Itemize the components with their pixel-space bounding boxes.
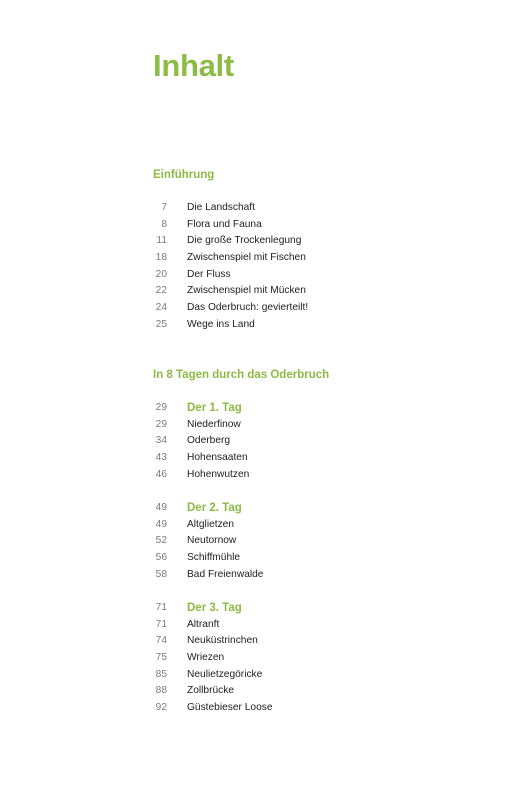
toc-entry[interactable]: [0, 550, 512, 567]
entry-label: Niederfinow: [187, 418, 241, 430]
entry-label: Altglietzen: [187, 518, 235, 530]
toc-entry[interactable]: [0, 283, 512, 300]
page-number: 49: [155, 518, 167, 530]
entry-label: Neutornow: [187, 535, 237, 547]
toc-entry[interactable]: [0, 533, 512, 550]
page-number: 71: [155, 602, 167, 613]
entry-label: Wriezen: [187, 652, 225, 664]
day-3-toc-list: [0, 600, 512, 717]
day-label: Der 2. Tag: [187, 502, 242, 514]
day-heading-entry[interactable]: [0, 400, 512, 417]
page-number: 24: [155, 302, 167, 314]
entry-label: Flora und Fauna: [187, 218, 262, 230]
page-number: 46: [155, 468, 167, 480]
entry-label: Oderberg: [187, 435, 231, 447]
toc-entry[interactable]: [0, 700, 512, 717]
day-heading-entry[interactable]: [0, 600, 512, 617]
page-number: 75: [155, 652, 167, 664]
page-number: 7: [161, 202, 167, 213]
entry-label: Hohenwutzen: [187, 468, 250, 480]
entry-label: Zwischenspiel mit Fischen: [187, 252, 306, 264]
entry-label: Hohensaaten: [187, 452, 248, 464]
toc-entry[interactable]: [0, 683, 512, 700]
page-number: 22: [155, 285, 167, 297]
toc-entry[interactable]: [0, 233, 512, 250]
section-heading-intro: Einführung: [153, 169, 215, 181]
toc-entry[interactable]: [0, 217, 512, 234]
toc-entry[interactable]: [0, 200, 512, 217]
entry-label: Zwischenspiel mit Mücken: [187, 285, 306, 297]
page-number: 71: [155, 618, 167, 630]
toc-entry[interactable]: [0, 317, 512, 334]
page-number: 8: [161, 218, 167, 230]
toc-entry[interactable]: [0, 517, 512, 534]
page-number: 34: [155, 435, 167, 447]
page-number: 29: [155, 402, 167, 413]
page-number: 92: [155, 702, 167, 714]
page-number: 58: [155, 568, 167, 580]
page-number: 25: [155, 318, 167, 330]
toc-entry[interactable]: [0, 450, 512, 467]
day-label: Der 1. Tag: [187, 402, 242, 414]
page-number: 18: [155, 252, 167, 264]
entry-label: Altranft: [187, 618, 220, 630]
toc-entry[interactable]: [0, 633, 512, 650]
day-label: Der 3. Tag: [187, 602, 242, 614]
toc-entry[interactable]: [0, 267, 512, 284]
entry-label: Die große Trockenlegung: [187, 235, 302, 247]
page-number: 49: [155, 502, 167, 513]
day-heading-entry[interactable]: [0, 500, 512, 517]
toc-entry[interactable]: [0, 650, 512, 667]
entry-label: Neuküstrinchen: [187, 635, 258, 647]
page-title: Inhalt: [153, 48, 234, 83]
entry-label: Wege ins Land: [187, 318, 255, 330]
page-number: 29: [155, 418, 167, 430]
entry-label: Bad Freienwalde: [187, 568, 264, 580]
page-number: 74: [155, 635, 167, 647]
page-number: 85: [155, 668, 167, 680]
page-number: 88: [155, 685, 167, 697]
toc-entry[interactable]: [0, 617, 512, 634]
page-number: 56: [155, 552, 167, 564]
day-2-toc-list: [0, 500, 512, 583]
entry-label: Die Landschaft: [187, 202, 255, 213]
entry-label: Der Fluss: [187, 268, 231, 280]
page-number: 11: [156, 235, 167, 247]
intro-toc-list: [0, 200, 512, 334]
page-number: 20: [155, 268, 167, 280]
toc-entry[interactable]: [0, 467, 512, 484]
page-number: 43: [155, 452, 167, 464]
page-number: 52: [155, 535, 167, 547]
toc-entry[interactable]: [0, 417, 512, 434]
toc-entry[interactable]: [0, 667, 512, 684]
entry-label: Das Oderbruch: gevierteilt!: [187, 302, 309, 314]
day-1-toc-list: [0, 400, 512, 483]
entry-label: Neulietzegöricke: [187, 668, 263, 680]
entry-label: Güstebieser Loose: [187, 702, 273, 714]
toc-entry[interactable]: [0, 250, 512, 267]
toc-entry[interactable]: [0, 300, 512, 317]
section-heading-tour: In 8 Tagen durch das Oderbruch: [153, 369, 330, 381]
entry-label: Schiffmühle: [187, 552, 241, 564]
toc-entry[interactable]: [0, 433, 512, 450]
toc-entry[interactable]: [0, 567, 512, 584]
entry-label: Zollbrücke: [187, 685, 234, 697]
